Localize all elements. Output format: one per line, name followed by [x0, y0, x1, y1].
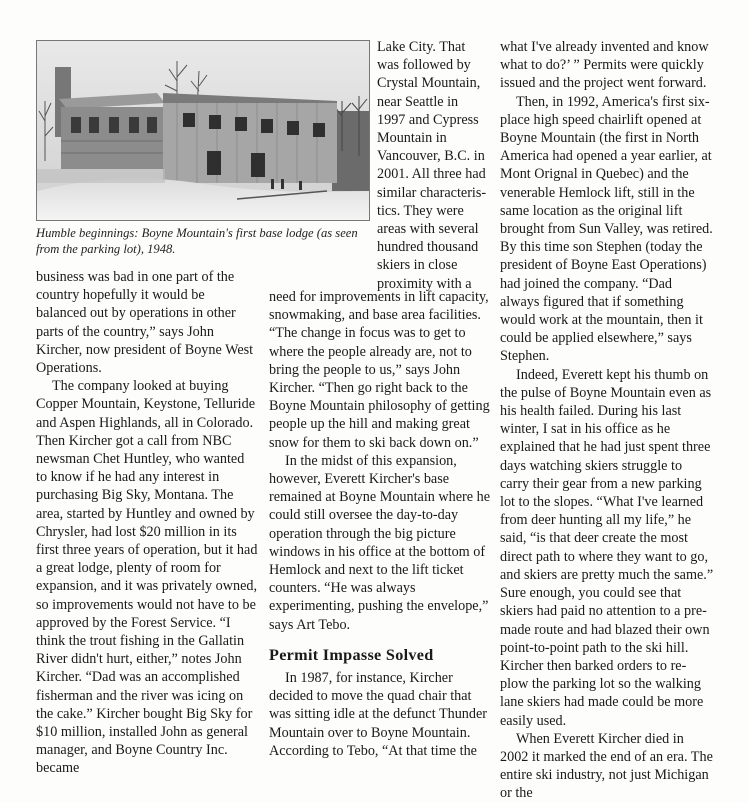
text-line: Mountain in	[377, 130, 447, 147]
text-column-2-top	[377, 38, 497, 293]
historic-lodge-photo	[36, 40, 370, 221]
lodge-photo-illustration	[37, 41, 369, 220]
paragraph: In the midst of this expansion, however, Everett Kircher's base remained at Boyne Mountain where he could still oversee the day-to-day operation through the big picture windows in his office at the bottom of Hemlock and next to the lift ticket counters. “He was always experimenting, pushing the envelope,” says Art Tebo.	[269, 452, 491, 633]
paragraph: what I've already invented and know what to do?’ ” Permits were quickly issued and the project went forward.	[500, 39, 709, 92]
text-line: near Seattle in	[377, 93, 459, 110]
photo-caption: Humble beginnings: Boyne Mountain's first base lodge (as seen from the parking lot), 1948.	[36, 226, 358, 256]
text-line: tics. They were	[377, 202, 464, 219]
text-line: 2001. All three had	[377, 166, 486, 183]
text-column-2	[269, 288, 493, 760]
section-heading: Permit Impasse Solved	[269, 645, 434, 664]
text-line: skiers in close	[377, 257, 458, 274]
paragraph: Then, in 1992, America's first six-place high speed chairlift opened at Boyne Mountain (the first in North America had opened a year earlier, at Mont Orignal in Quebec) and the venerable Hemlock lift, still in the same location as the original lift brought from Sun Valley, was retired. By this time son Stephen (today the president of Boyne East Operations) had joined the company. “Dad always figured that if something would work at the mountain, then it could be applied elsewhere,” says Stephen.	[500, 93, 713, 365]
text-line: similar characteris-	[377, 184, 487, 201]
text-line: 1997 and Cypress	[377, 111, 479, 128]
text-line: was followed by	[377, 57, 471, 74]
paragraph: The company looked at buying Copper Mountain, Keystone, Telluride and Aspen Highlands, all in Colorado. Then Kircher got a call from NBC newsman Chet Huntley, who wanted to know if he had any interest in purchasing Big Sky, Montana. The area, started by Huntley and owned by Chrysler, had lost $20 million in its first three years of operation, but it had a great lodge, plenty of room for expansion, and it was privately owned, so improvements would not have to be approved by the Forest Service. “I think the trout fishing in the Gallatin River didn't hurt, either,” notes John Kircher. “Dad was an accomplished fisherman and the river was icing on the cake.” Kircher bought Big Sky for $10 million, installed John as general manager, and Boyne Country Inc. became	[36, 378, 258, 777]
text-line: proximity with a	[377, 275, 472, 292]
paragraph: Indeed, Everett kept his thumb on the pulse of Boyne Mountain even as his health failed. During his last winter, I sat in his office as he explained that he had just spent three days watching skiers struggle to carry their gear from a new parking lot to the slopes. “What I've learned from deer hunting all my life,” he said, “is that deer create the most direct path to where they want to go, and skiers are pretty much the same.” Sure enough, you could see that skiers had paid no attention to a pre-made route and had blazed their own point-to-point path to the ski hill. Kircher then barked orders to re-plow the parking lot so the walking lane skiers had made could be more easily used.	[500, 366, 714, 729]
paragraph: business was bad in one part of the country hopefully it would be balanced out by operations in other parts of the country,” says John Kircher, now president of Boyne West Operations.	[36, 269, 254, 377]
paragraph: When Everett Kircher died in 2002 it marked the end of an era. The entire ski industry, not just Michigan or the	[500, 730, 713, 802]
text-column-1	[36, 268, 258, 778]
text-line: hundred thousand	[377, 239, 479, 256]
text-line: Lake City. That	[377, 39, 466, 55]
text-line: Crystal Mountain,	[377, 75, 481, 92]
paragraph: need for improvements in lift capacity, snowmaking, and base area facilities. “The change in focus was to get to where the people already are, not to bring the people to us,” says John Kircher. “Then go right back to the Boyne Mountain philosophy of getting people up the hill and making great snow for them to ski back down on.”	[269, 289, 490, 451]
text-line: areas with several	[377, 221, 479, 238]
text-column-3	[500, 38, 714, 803]
text-line: Vancouver, B.C. in	[377, 148, 485, 165]
paragraph: In 1987, for instance, Kircher decided to move the quad chair that was sitting idle at the defunct Thunder Mountain over to Boyne Mountain. According to Tebo, “At that time the	[269, 670, 488, 759]
